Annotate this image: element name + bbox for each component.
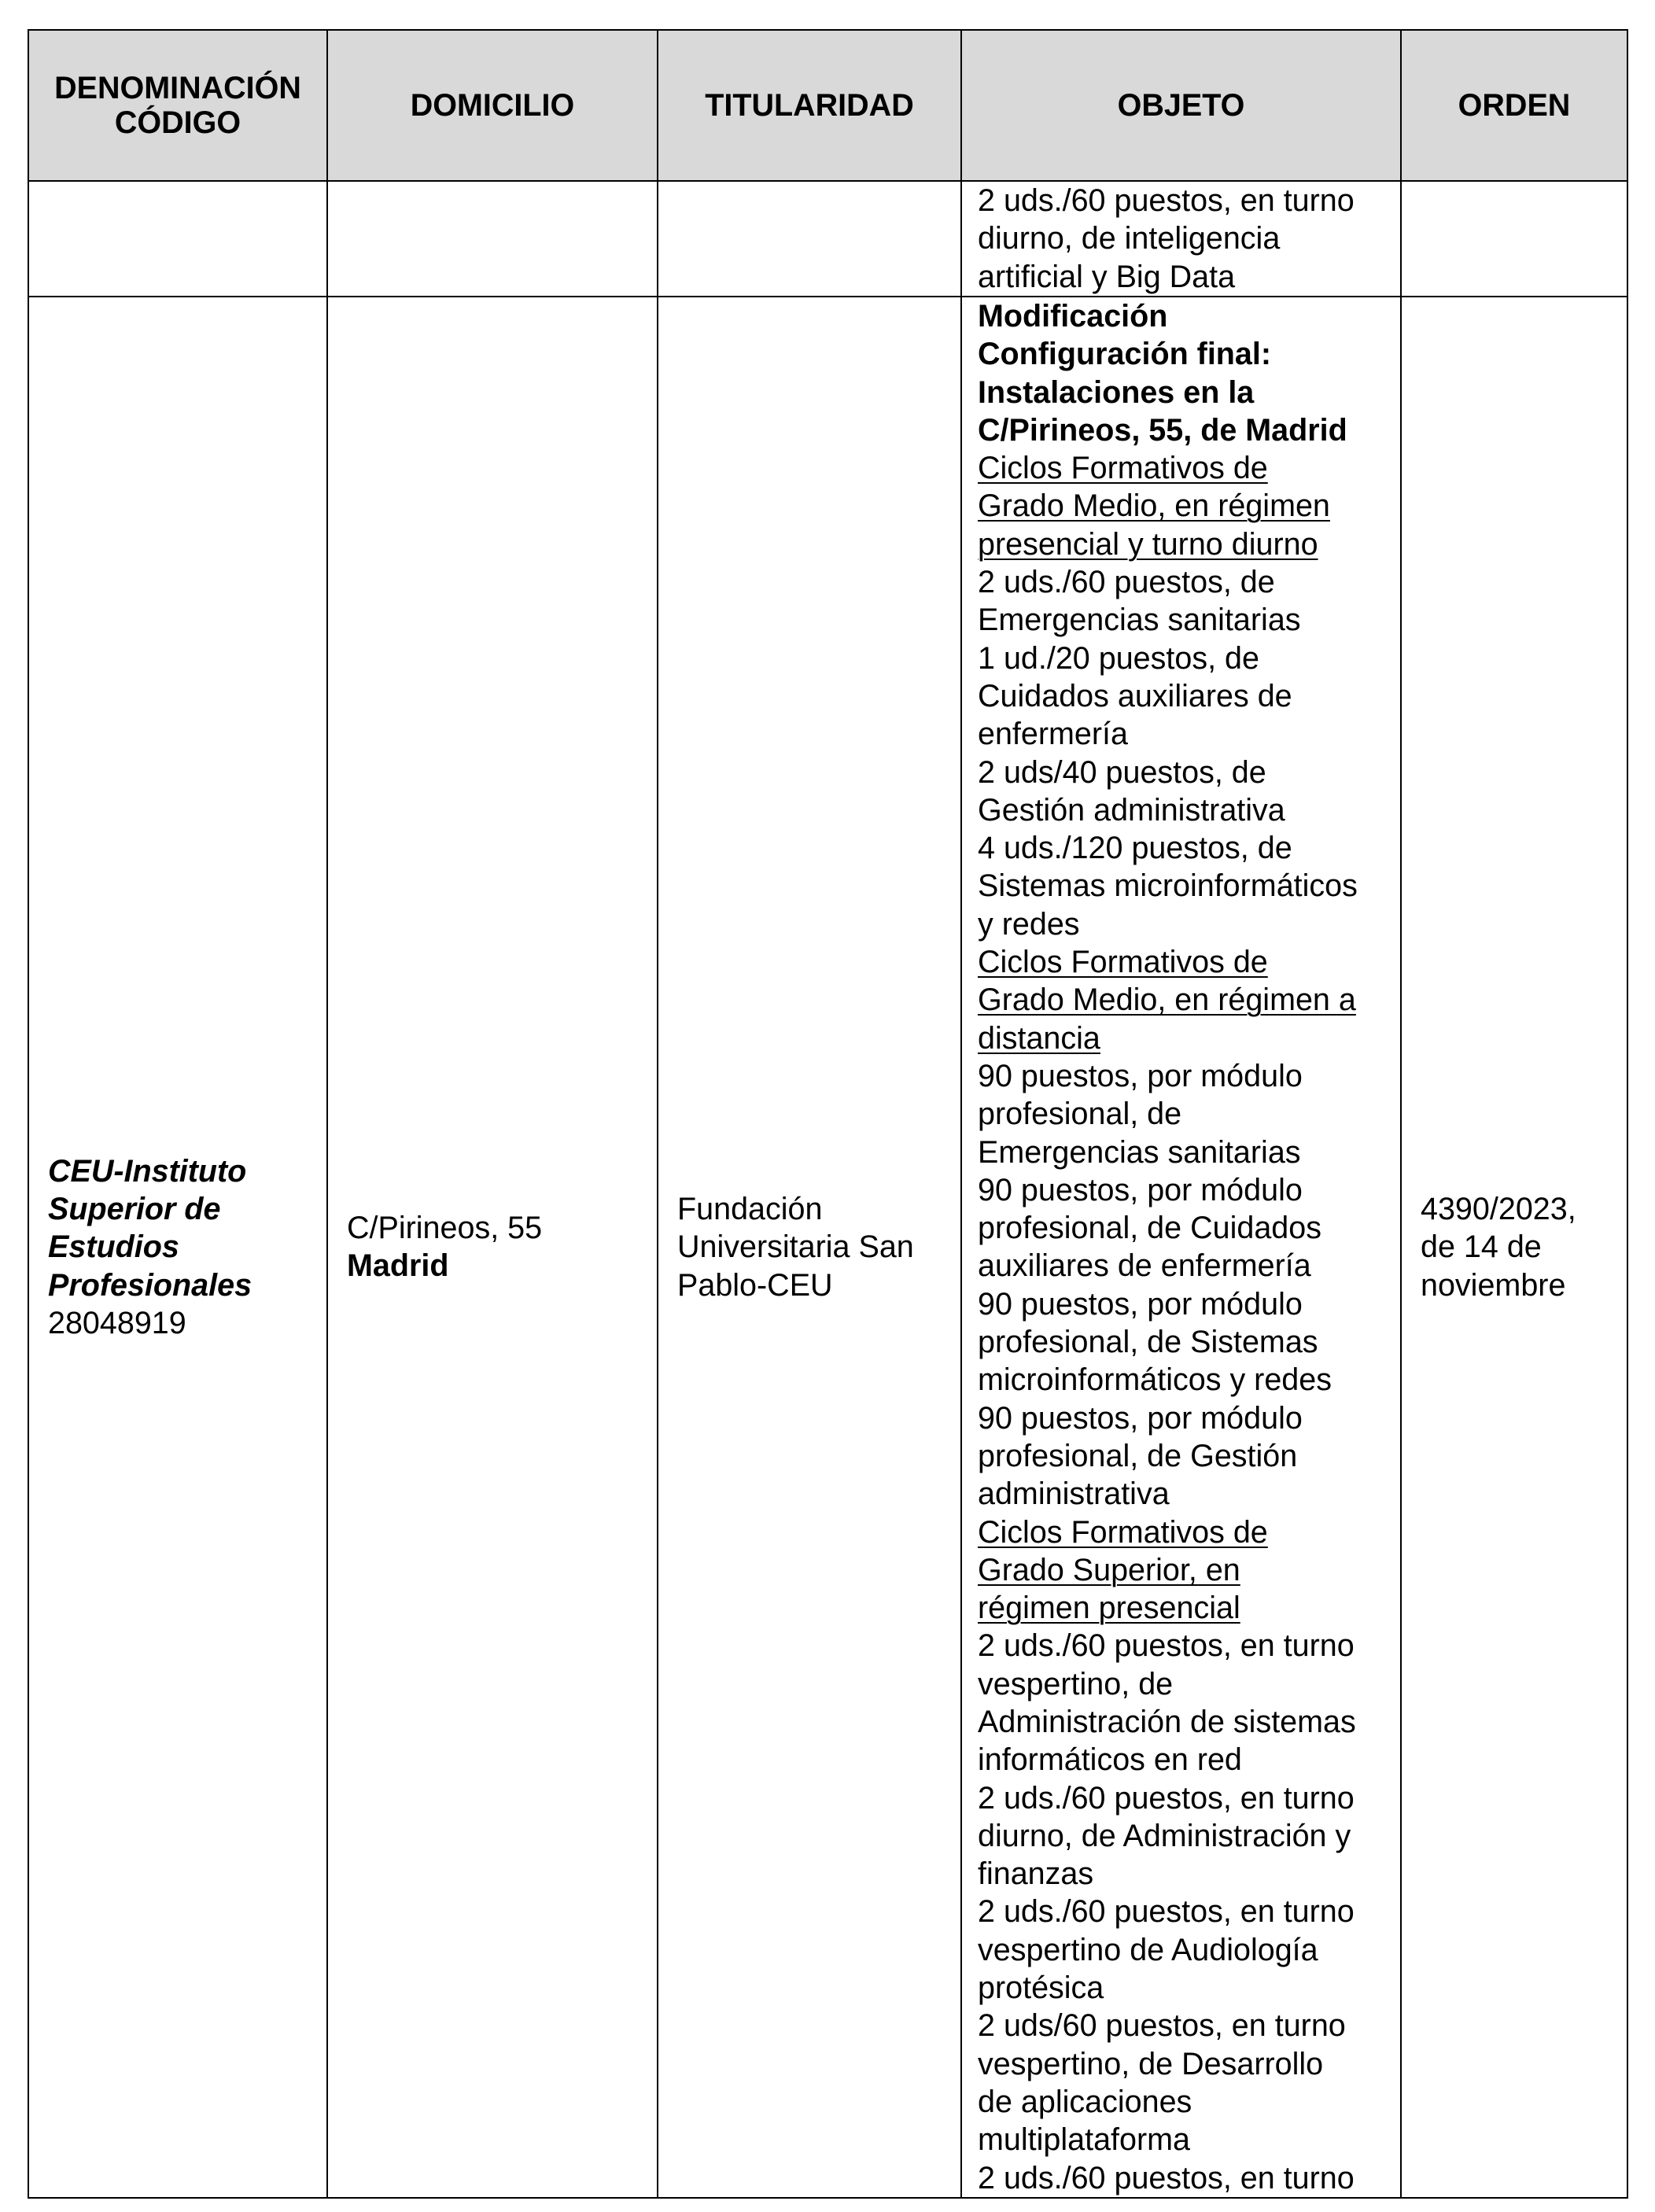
header-denominacion-codigo xyxy=(28,30,327,181)
center-name-line: Estudios xyxy=(48,1230,179,1265)
cell-titularidad-empty xyxy=(658,181,961,297)
objeto-section-heading: distancia xyxy=(978,1020,1100,1056)
orden-line: de 14 de xyxy=(1421,1230,1542,1265)
objeto-line: 2 uds./60 puestos, en turno xyxy=(978,1628,1355,1664)
objeto-line: 2 uds./60 puestos, en turno xyxy=(978,1894,1355,1930)
document-table-container xyxy=(28,29,1628,2199)
objeto-line: profesional, de Gestión xyxy=(978,1438,1298,1473)
cell-orden xyxy=(1401,297,1627,2198)
objeto-line: informáticos en red xyxy=(978,1742,1242,1778)
address-city: Madrid xyxy=(347,1248,449,1284)
objeto-line: 90 puestos, por módulo xyxy=(978,1058,1303,1093)
objeto-line: 2 uds./60 puestos, en turno xyxy=(978,2160,1355,2195)
objeto-line: administrativa xyxy=(978,1477,1170,1512)
objeto-line: 2 uds/60 puestos, en turno xyxy=(978,2008,1346,2044)
objeto-line: profesional, de Sistemas xyxy=(978,1325,1318,1360)
titularidad-line: Universitaria San xyxy=(677,1230,914,1265)
objeto-title-line: Instalaciones en la xyxy=(978,374,1255,410)
objeto-section-heading: Grado Medio, en régimen a xyxy=(978,982,1356,1018)
objeto-line: 1 ud./20 puestos, de xyxy=(978,640,1259,676)
header-denominacion-label: DENOMINACIÓN xyxy=(54,71,301,105)
cell-objeto xyxy=(961,297,1401,2198)
cell-denominacion-empty xyxy=(28,181,327,297)
objeto-line: 90 puestos, por módulo xyxy=(978,1286,1303,1322)
objeto-line: 4 uds./120 puestos, de xyxy=(978,831,1292,866)
objeto-title-line: Configuración final: xyxy=(978,337,1272,372)
titularidad-line: Fundación xyxy=(677,1191,823,1226)
objeto-line: multiplataforma xyxy=(978,2122,1191,2158)
titularidad-line: Pablo-CEU xyxy=(677,1267,833,1303)
objeto-section-heading: presencial y turno diurno xyxy=(978,526,1318,562)
objeto-line: Gestión administrativa xyxy=(978,792,1285,828)
objeto-line: protésica xyxy=(978,1971,1104,2006)
cell-domicilio xyxy=(327,297,658,2198)
table-header-row xyxy=(28,30,1627,181)
objeto-section-heading: Grado Medio, en régimen xyxy=(978,488,1330,524)
objeto-section-heading: Grado Superior, en xyxy=(978,1552,1240,1587)
cell-titularidad xyxy=(658,297,961,2198)
header-titularidad: TITULARIDAD xyxy=(658,30,961,181)
objeto-line: y redes xyxy=(978,906,1080,942)
objeto-line: Sistemas microinformáticos xyxy=(978,868,1358,904)
objeto-line: 2 uds./60 puestos, de xyxy=(978,565,1275,600)
objeto-section-heading: Ciclos Formativos de xyxy=(978,1514,1268,1550)
cell-denominacion xyxy=(28,297,327,2198)
objeto-line: auxiliares de enfermería xyxy=(978,1248,1311,1284)
cell-objeto-continuation xyxy=(961,181,1401,297)
objeto-section-heading: Ciclos Formativos de xyxy=(978,945,1268,980)
objeto-section-heading: régimen presencial xyxy=(978,1591,1240,1626)
objeto-line: Emergencias sanitarias xyxy=(978,1134,1301,1170)
objeto-line: microinformáticos y redes xyxy=(978,1362,1332,1398)
objeto-continuation-line: 2 uds./60 puestos, en turno xyxy=(978,183,1355,218)
center-name-line: CEU-Instituto xyxy=(48,1153,247,1189)
objeto-line: diurno, de Administración y xyxy=(978,1818,1351,1853)
objeto-line: profesional, de xyxy=(978,1097,1182,1132)
cell-domicilio-empty xyxy=(327,181,658,297)
objeto-line: enfermería xyxy=(978,717,1129,752)
objeto-line: Cuidados auxiliares de xyxy=(978,678,1292,713)
centers-table xyxy=(28,29,1628,2199)
objeto-line: profesional, de Cuidados xyxy=(978,1211,1321,1246)
center-name-line: Profesionales xyxy=(48,1267,252,1303)
objeto-line: vespertino, de Desarrollo xyxy=(978,2046,1324,2081)
header-codigo-label: CÓDIGO xyxy=(114,105,241,140)
objeto-line: de aplicaciones xyxy=(978,2084,1192,2119)
table-row-ceu xyxy=(28,297,1627,2198)
objeto-continuation-line: artificial y Big Data xyxy=(978,259,1236,294)
address-street: C/Pirineos, 55 xyxy=(347,1211,543,1246)
orden-line: 4390/2023, xyxy=(1421,1191,1576,1226)
objeto-line: 90 puestos, por módulo xyxy=(978,1172,1303,1207)
objeto-line: 90 puestos, por módulo xyxy=(978,1400,1303,1436)
header-domicilio: DOMICILIO xyxy=(327,30,658,181)
objeto-line: Emergencias sanitarias xyxy=(978,603,1301,638)
objeto-line: 2 uds/40 puestos, de xyxy=(978,754,1266,790)
objeto-line: vespertino de Audiología xyxy=(978,1932,1318,1967)
table-row-continuation xyxy=(28,181,1627,297)
objeto-line: 2 uds./60 puestos, en turno xyxy=(978,1780,1355,1816)
objeto-continuation-line: diurno, de inteligencia xyxy=(978,221,1281,256)
objeto-title-line: Modificación xyxy=(978,299,1168,334)
header-orden: ORDEN xyxy=(1401,30,1627,181)
objeto-title-line: C/Pirineos, 55, de Madrid xyxy=(978,412,1347,448)
center-code: 28048919 xyxy=(48,1305,186,1340)
objeto-section-heading: Ciclos Formativos de xyxy=(978,451,1268,486)
orden-line: noviembre xyxy=(1421,1267,1566,1303)
objeto-line: finanzas xyxy=(978,1856,1094,1892)
cell-orden-empty xyxy=(1401,181,1627,297)
header-objeto: OBJETO xyxy=(961,30,1401,181)
objeto-line: vespertino, de xyxy=(978,1666,1174,1701)
objeto-line: Administración de sistemas xyxy=(978,1704,1356,1739)
center-name-line: Superior de xyxy=(48,1191,221,1226)
